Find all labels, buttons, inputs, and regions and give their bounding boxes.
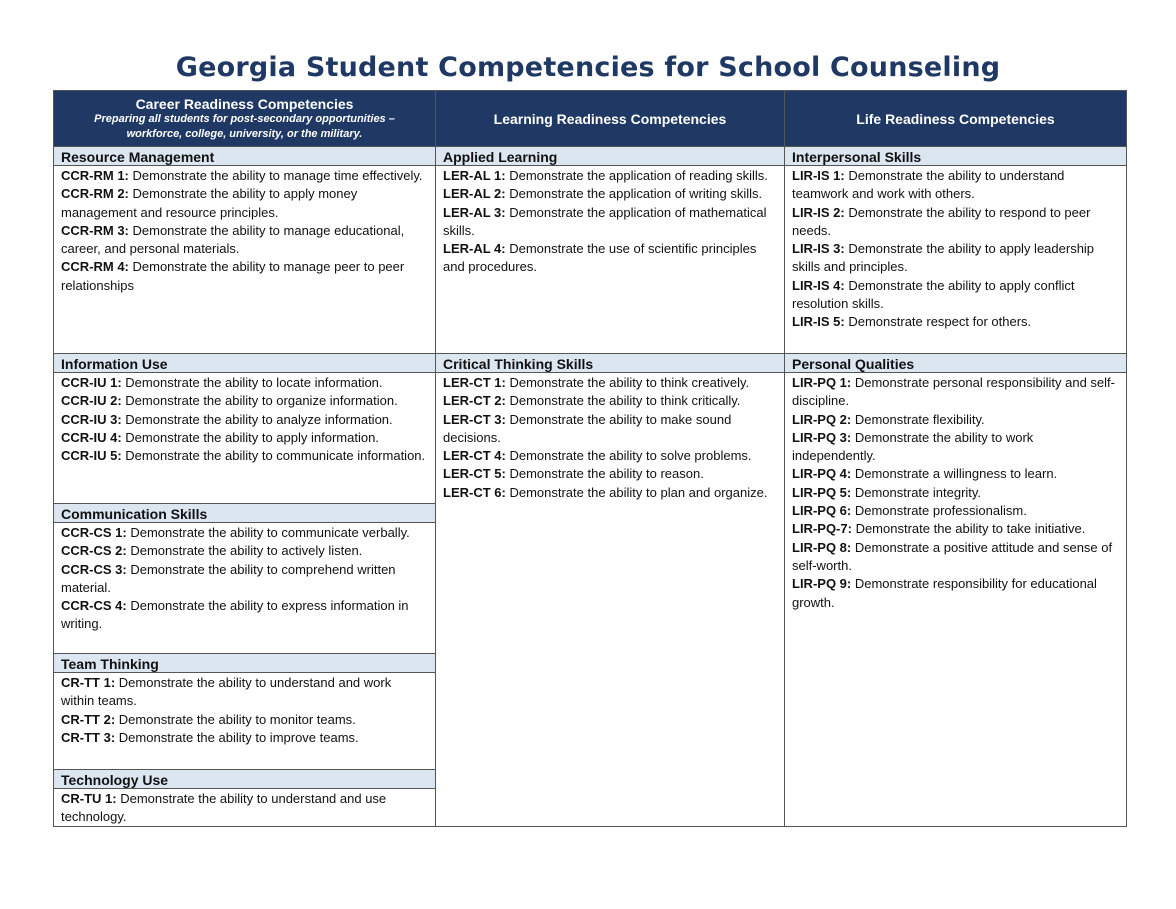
competency-text: Demonstrate the ability to organize information. (121, 393, 398, 409)
competency-item (792, 520, 1119, 538)
competency-text: Demonstrate the ability to apply conflict resolution skills. (792, 277, 1075, 312)
competencies-table (53, 90, 1127, 827)
competency-text: Demonstrate the ability to actively listen. (126, 543, 363, 559)
competency-text: Demonstrate the ability to manage peer to peer relationships (61, 259, 405, 293)
competency-item (443, 204, 777, 241)
column-header-title: Learning Readiness Competencies (493, 110, 727, 127)
competency-code: LIR-IS 5: (792, 314, 845, 330)
competency-item (443, 447, 777, 465)
competency-text: Demonstrate the application of mathematical skills. (443, 204, 767, 238)
competency-item (792, 429, 1119, 466)
competency-text: Demonstrate the ability to understand and use technology. (61, 791, 387, 825)
competency-item (792, 167, 1119, 204)
competency-code: LER-CT 3: (443, 411, 506, 427)
competency-item (61, 711, 428, 729)
competency-section (54, 146, 435, 295)
competency-text: Demonstrate professionalism. (851, 503, 1027, 519)
section-heading: Applied Learning (436, 146, 784, 166)
competency-code: LER-AL 1: (443, 168, 506, 183)
competency-text: Demonstrate the ability to comprehend written material. (61, 561, 396, 595)
competency-code: CCR-RM 3: (61, 222, 129, 238)
section-heading: Technology Use (54, 769, 435, 789)
competency-text: Demonstrate the ability to think critically. (505, 393, 741, 409)
competency-list (54, 373, 435, 465)
competency-section (54, 503, 435, 634)
competency-code: LIR-PQ 3: (792, 429, 852, 445)
competency-text: Demonstrate the ability to analyze information. (121, 411, 393, 427)
competency-code: LER-AL 3: (443, 204, 506, 220)
competency-item (61, 222, 428, 259)
competency-code: CCR-IU 1: (61, 375, 122, 390)
competency-code: LER-CT 5: (443, 466, 506, 482)
column-learning-readiness (436, 91, 785, 826)
competency-code: LER-CT 6: (443, 484, 506, 500)
competency-item (792, 374, 1119, 411)
competency-text: Demonstrate the ability to communicate information. (121, 448, 426, 464)
competency-text: Demonstrate the ability to think creatively. (505, 375, 750, 390)
competency-item (61, 258, 428, 295)
competency-code: LIR-IS 2: (792, 204, 845, 220)
competency-text: Demonstrate the use of scientific principles and procedures. (443, 241, 757, 275)
competency-code: LIR-PQ 5: (792, 484, 852, 500)
competency-text: Demonstrate the ability to respond to peer needs. (792, 204, 1091, 238)
competency-text: Demonstrate integrity. (851, 484, 982, 500)
competency-list (54, 166, 435, 295)
competency-text: Demonstrate the ability to make sound decisions. (443, 411, 732, 445)
competency-code: LIR-PQ-7: (792, 521, 852, 537)
competency-text: Demonstrate the ability to manage educational, career, and personal materials. (61, 222, 405, 257)
competency-text: Demonstrate the ability to improve teams. (115, 729, 359, 745)
competency-text: Demonstrate the ability to work independently. (792, 429, 1034, 464)
competency-section (54, 769, 435, 827)
competency-item (61, 167, 428, 185)
competency-text: Demonstrate the ability to understand and work within teams. (61, 675, 392, 709)
section-heading: Personal Qualities (785, 353, 1126, 373)
competency-item (792, 313, 1119, 331)
competency-item (792, 502, 1119, 520)
competency-code: LIR-IS 1: (792, 168, 845, 183)
competency-code: LIR-PQ 9: (792, 576, 852, 592)
competency-list (54, 523, 435, 634)
competency-text: Demonstrate the ability to apply information. (121, 429, 379, 445)
competency-code: CCR-IU 4: (61, 429, 122, 445)
competency-code: LIR-PQ 4: (792, 466, 852, 482)
section-heading: Interpersonal Skills (785, 146, 1126, 166)
competency-code: LIR-PQ 6: (792, 503, 852, 519)
column-header-career (54, 91, 435, 146)
competency-item (443, 465, 777, 483)
competency-text: Demonstrate the ability to monitor teams. (115, 711, 356, 727)
competency-item (61, 729, 428, 747)
competency-code: CCR-RM 2: (61, 186, 129, 202)
competency-text: Demonstrate personal responsibility and self-discipline. (792, 375, 1115, 409)
competency-code: CCR-CS 3: (61, 561, 127, 577)
column-header-learning (436, 91, 784, 146)
column-career-readiness (54, 91, 436, 826)
competency-list (54, 673, 435, 747)
competency-text: Demonstrate respect for others. (844, 314, 1032, 330)
competency-item (443, 167, 777, 185)
competency-item (443, 392, 777, 410)
competency-section (436, 146, 784, 277)
competency-section (785, 146, 1126, 332)
competency-item (792, 411, 1119, 429)
competency-text: Demonstrate the ability to apply money management and resource principles. (61, 186, 358, 220)
section-heading: Information Use (54, 353, 435, 373)
competency-item (792, 465, 1119, 483)
competency-item (443, 185, 777, 203)
competency-code: LER-CT 1: (443, 375, 506, 390)
competency-item (61, 561, 428, 598)
competency-code: LIR-IS 3: (792, 241, 845, 257)
competency-item (61, 542, 428, 560)
competency-list (785, 373, 1126, 612)
competency-text: Demonstrate responsibility for educational growth. (792, 576, 1097, 610)
competency-item (61, 411, 428, 429)
competency-text: Demonstrate the ability to communicate verbally. (126, 525, 410, 540)
competency-item (61, 790, 428, 827)
competency-code: LIR-PQ 2: (792, 411, 852, 427)
competency-section (54, 353, 435, 465)
competency-item (61, 597, 428, 634)
competency-list (436, 166, 784, 277)
competency-item (443, 240, 777, 277)
competency-text: Demonstrate the application of reading skills. (505, 168, 768, 183)
section-heading: Critical Thinking Skills (436, 353, 784, 373)
competency-item (792, 484, 1119, 502)
competency-code: LIR-IS 4: (792, 277, 845, 293)
competency-item (792, 575, 1119, 612)
competency-code: CR-TU 1: (61, 791, 117, 806)
competency-section (54, 653, 435, 747)
competency-code: LER-CT 2: (443, 393, 506, 409)
competency-item (61, 392, 428, 410)
competency-item (792, 204, 1119, 241)
competency-section (436, 353, 784, 502)
competency-item (792, 539, 1119, 576)
competency-code: LER-AL 2: (443, 186, 506, 202)
competency-code: CCR-RM 4: (61, 259, 129, 275)
competency-item (61, 447, 428, 465)
competency-item (61, 374, 428, 392)
competency-code: CCR-CS 1: (61, 525, 127, 540)
competency-list (54, 789, 435, 827)
competency-code: CR-TT 1: (61, 675, 116, 690)
competency-code: CCR-RM 1: (61, 168, 129, 183)
competency-text: Demonstrate the ability to solve problems. (505, 448, 752, 464)
competency-item (61, 524, 428, 542)
competency-item (792, 240, 1119, 277)
column-header-title: Career Readiness Competencies (135, 95, 354, 112)
competency-item (792, 277, 1119, 314)
competency-text: Demonstrate a positive attitude and sense of self-worth. (792, 539, 1113, 573)
competency-text: Demonstrate the ability to take initiative. (851, 521, 1086, 537)
competency-text: Demonstrate the ability to understand teamwork and work with others. (792, 168, 1065, 202)
section-heading: Resource Management (54, 146, 435, 166)
section-heading: Team Thinking (54, 653, 435, 673)
competency-code: CCR-CS 2: (61, 543, 127, 559)
competency-list (436, 373, 784, 502)
competency-code: LIR-PQ 8: (792, 539, 852, 555)
competency-item (443, 484, 777, 502)
competency-code: CCR-IU 3: (61, 411, 122, 427)
competency-list (785, 166, 1126, 332)
competency-item (61, 185, 428, 222)
competency-section (785, 353, 1126, 612)
competency-code: LIR-PQ 1: (792, 375, 852, 390)
competency-item (443, 411, 777, 448)
column-life-readiness (785, 91, 1126, 826)
competency-code: LER-AL 4: (443, 241, 506, 257)
competency-text: Demonstrate flexibility. (851, 411, 985, 427)
competency-code: LER-CT 4: (443, 448, 506, 464)
competency-item (61, 674, 428, 711)
competency-code: CCR-IU 2: (61, 393, 122, 409)
competency-code: CR-TT 3: (61, 729, 116, 745)
competency-code: CCR-IU 5: (61, 448, 122, 464)
column-header-life (785, 91, 1126, 146)
competency-text: Demonstrate the ability to manage time effectively. (128, 168, 423, 183)
competency-item (443, 374, 777, 392)
section-heading: Communication Skills (54, 503, 435, 523)
competency-text: Demonstrate the ability to express information in writing. (61, 598, 409, 632)
competency-text: Demonstrate the ability to locate information. (121, 375, 383, 390)
column-header-title: Life Readiness Competencies (856, 110, 1055, 127)
competency-text: Demonstrate the ability to reason. (505, 466, 704, 482)
competency-text: Demonstrate the application of writing skills. (505, 186, 763, 202)
competency-text: Demonstrate the ability to apply leadership skills and principles. (792, 241, 1095, 275)
competency-code: CCR-CS 4: (61, 598, 127, 614)
competency-code: CR-TT 2: (61, 711, 116, 727)
competency-text: Demonstrate a willingness to learn. (851, 466, 1058, 482)
column-header-subtitle: Preparing all students for post-secondary opportunities – workforce, college, university, or the military. (94, 112, 395, 140)
competency-item (61, 429, 428, 447)
competency-text: Demonstrate the ability to plan and organize. (505, 484, 768, 500)
page-title: Georgia Student Competencies for School Counseling (175, 52, 1001, 83)
